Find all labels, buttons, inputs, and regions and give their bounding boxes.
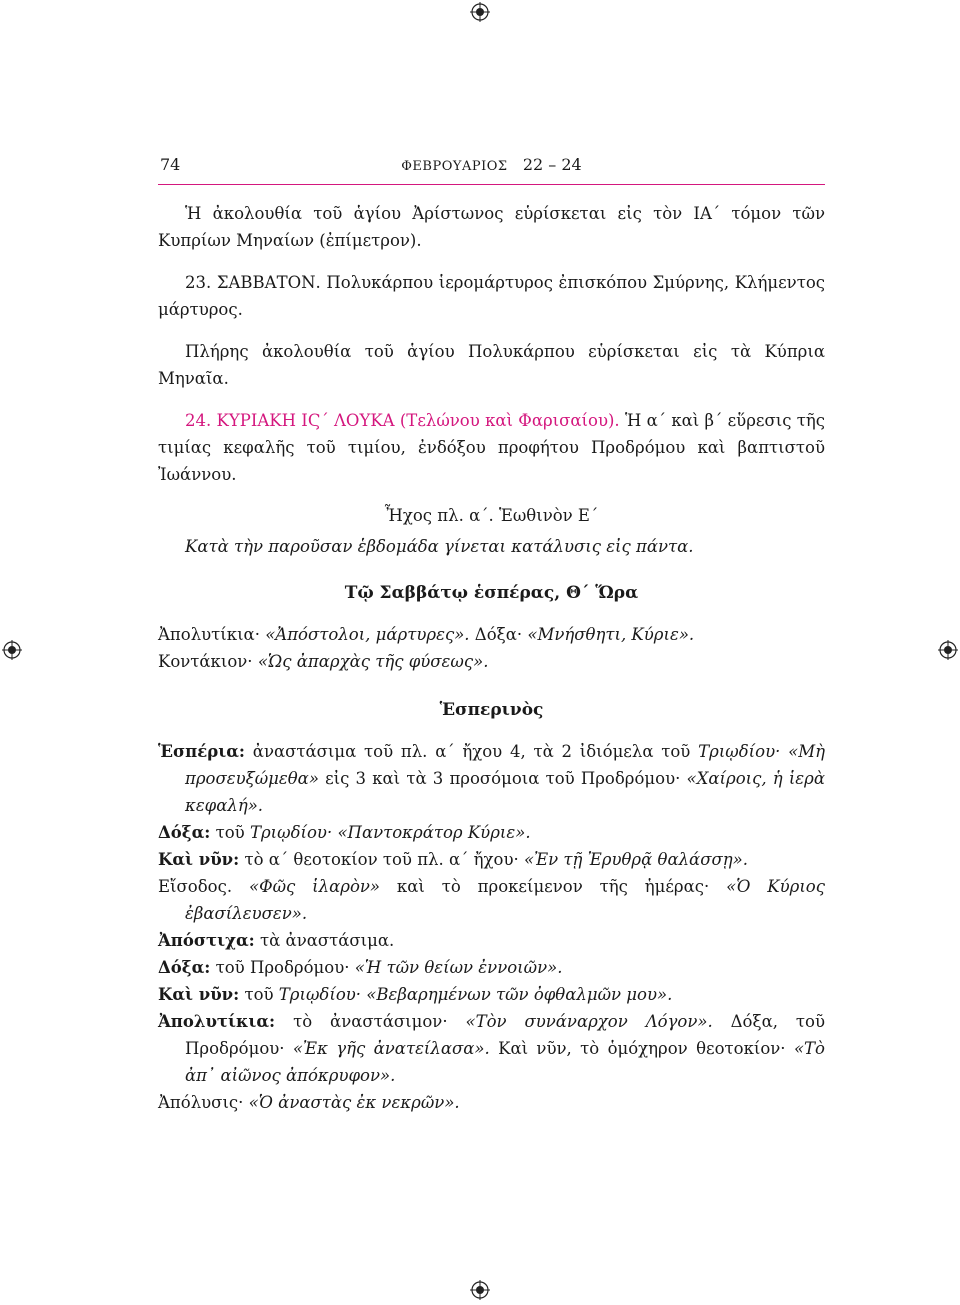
aposticha-label: Ἀπόστιχα: — [158, 931, 255, 950]
hesperia-text-2: εἰς 3 καὶ τὰ 3 προσόμοια τοῦ Προδρόμου· — [325, 769, 681, 788]
vespers-apolytikia — [158, 1008, 825, 1089]
echos-line: Ἦχος πλ. α΄. Ἑωθινὸν Ε΄ — [384, 506, 599, 525]
kai-nyn-label: Καὶ νῦν: — [158, 985, 240, 1004]
apolytikia-hymn-2: «Μνήσθητι, Κύριε». — [527, 625, 695, 644]
paragraph-polycarp: Πλήρης ἀκολουθία τοῦ ἁγίου Πολυκάρπου εὑρίσκεται εἰς τὰ Κύπρια Μηναῖα. — [158, 342, 825, 388]
heading-saturday-evening: Τῷ Σαββάτῳ ἑσπέρας, Θ΄ Ὥρα — [344, 583, 639, 603]
hesperia-triodion: Τριῳδίου· — [698, 742, 781, 761]
registration-target-icon — [938, 640, 958, 660]
page-header — [158, 155, 825, 183]
apolytikia-label: Ἀπολυτίκια: — [158, 1012, 276, 1031]
entrance-text: καὶ τὸ προκείμενον τῆς ἡμέρας· — [396, 877, 710, 896]
paragraph-ariston: Ἡ ἀκολουθία τοῦ ἁγίου Ἀρίστωνος εὑρίσκεται εἰς τὸν ΙΑ΄ τόμον τῶν Κυπρίων Μηναίων (ἐπίμετρον). — [158, 204, 825, 250]
page-body — [158, 200, 825, 1116]
vespers-hesperia — [158, 738, 825, 819]
paragraph-feb-24 — [158, 407, 825, 488]
apolytikia-hymn-2: «Ἐκ γῆς ἀνατείλασα». — [292, 1039, 490, 1058]
vespers-kai-nyn-2 — [158, 981, 825, 1008]
kai-nyn-hymn: «Ἐν τῇ Ἐρυθρᾷ θαλάσσῃ». — [523, 850, 748, 869]
vespers-kai-nyn-1 — [158, 846, 825, 873]
apolytikia-text-3: Καὶ νῦν, τὸ ὁμόχηρον θεοτοκίον· — [498, 1039, 786, 1058]
paragraph-feb-23: 23. ΣΑΒΒΑΤΟΝ. Πολυκάρπου ἱερομάρτυρος ἐπισκόπου Σμύρνης, Κλήμεντος μάρτυρος. — [158, 273, 825, 319]
hesperia-label: Ἑσπέρια: — [158, 742, 246, 761]
doxa-text: τοῦ Προδρόμου· — [215, 958, 350, 977]
apolytikia-hymn-1: «Τὸν συνάναρχον Λόγον». — [465, 1012, 713, 1031]
kontakion-line — [158, 648, 825, 675]
fast-note: Κατὰ τὴν παροῦσαν ἑβδομάδα γίνεται κατάλυσις εἰς πάντα. — [185, 537, 694, 556]
kai-nyn-text: τὸ α΄ θεοτοκίον τοῦ πλ. α΄ ἤχου· — [244, 850, 519, 869]
page-number: 74 — [160, 155, 181, 174]
doxa-label: Δόξα: — [158, 958, 211, 977]
vespers-aposticha — [158, 927, 825, 954]
vespers-doxa-2 — [158, 954, 825, 981]
vespers-doxa-1 — [158, 819, 825, 846]
running-head-dates: 22 – 24 — [522, 155, 582, 174]
hesperia-text-1: ἀναστάσιμα τοῦ πλ. α΄ ἤχου 4, τὰ 2 ἰδιόμελα τοῦ — [252, 742, 691, 761]
registration-target-icon — [2, 640, 22, 660]
kai-nyn-text: τοῦ — [244, 985, 274, 1004]
kontakion-hymn: «Ὡς ἀπαρχὰς τῆς φύσεως». — [257, 652, 489, 671]
doxa-label: Δόξα: — [158, 823, 211, 842]
heading-vespers: Ἑσπερινὸς — [439, 700, 544, 720]
feb-24-description: Ἡ α΄ καὶ β΄ εὕρεσις τῆς τιμίας κεφαλῆς τοῦ τιμίου, ἐνδόξου προφήτου Προδρόμου καὶ βαπτιστοῦ Ἰωάννου. — [158, 411, 825, 484]
vespers-entrance — [158, 873, 825, 927]
registration-target-icon — [470, 2, 490, 22]
doxa-hymn: Τριῳδίου· «Παντοκράτορ Κύριε». — [249, 823, 531, 842]
kai-nyn-hymn: Τριῳδίου· «Βεβαρημένων τῶν ὀφθαλμῶν μου». — [278, 985, 673, 1004]
doxa-text: τοῦ — [215, 823, 245, 842]
vespers-dismissal — [158, 1089, 825, 1116]
doxa-hymn: «Ἡ τῶν θείων ἐννοιῶν». — [354, 958, 563, 977]
phos-hilaron: «Φῶς ἱλαρὸν» — [248, 877, 380, 896]
entrance-label: Εἴσοδος. — [158, 877, 233, 896]
header-rule — [158, 184, 825, 185]
feb-24-title: 24. ΚΥΡΙΑΚΗ ΙϚ΄ ΛΟΥΚΑ (Τελώνου καὶ Φαρισαίου). — [185, 411, 620, 430]
apolytikia-line — [158, 621, 825, 648]
kontakion-label: Κοντάκιον· — [158, 652, 253, 671]
registration-target-icon — [470, 1280, 490, 1300]
dismissal-label: Ἀπόλυσις· — [158, 1093, 244, 1112]
apolytikia-label: Ἀπολυτίκια· — [158, 625, 260, 644]
doxa-label: Δόξα· — [474, 625, 523, 644]
kai-nyn-label: Καὶ νῦν: — [158, 850, 240, 869]
apolytikia-text-2: Δόξα, τοῦ Προδρόμου· — [185, 1012, 825, 1058]
dismissal-hymn: «Ὁ ἀναστὰς ἐκ νεκρῶν». — [248, 1093, 460, 1112]
hesperia-hymn-1: «Μὴ προσευξώμεθα» — [185, 742, 826, 788]
apolytikia-hymn-1: «Ἀπόστολοι, μάρτυρες». — [265, 625, 470, 644]
running-head-month: ΦΕΒΡΟΥΑΡΙΟΣ — [401, 159, 508, 174]
prokeimenon: «Ὁ Κύριος ἐβασίλευσεν». — [185, 877, 825, 923]
hesperia-hymn-2: «Χαίροις, ἡ ἱερὰ κεφαλή». — [185, 769, 825, 815]
running-head — [158, 155, 825, 174]
aposticha-text: τὰ ἀναστάσιμα. — [260, 931, 395, 950]
apolytikia-hymn-3: «Τὸ ἀπ᾽ αἰῶνος ἀπόκρυφον». — [185, 1039, 825, 1085]
apolytikia-text-1: τὸ ἀναστάσιμον· — [293, 1012, 448, 1031]
